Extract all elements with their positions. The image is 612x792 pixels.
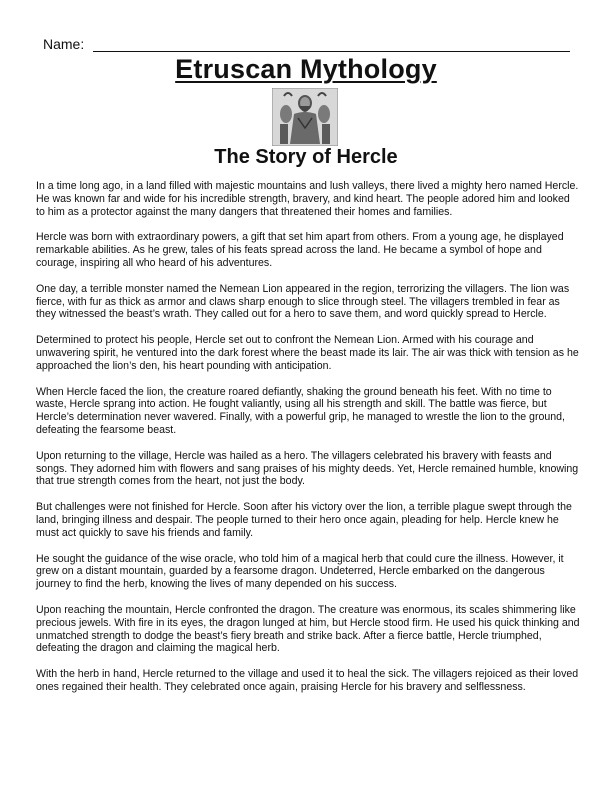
story-paragraph-2: Hercle was born with extraordinary powers, a gift that set him apart from others. From a young age, he displayed remarkable abilities. As he grew, tales of his feats spread across the land. He became a symbol of hope and courage, inspiring all who heard of his adventures.: [36, 231, 564, 269]
story-paragraph-8: He sought the guidance of the wise oracle, who told him of a magical herb that could cure the illness. However, it grew on a distant mountain, guarded by a fearsome dragon. Undeterred, Hercle embarked on the dangerous journey to find the herb, knowing the lives of many depended on his success.: [36, 552, 564, 591]
story-paragraph-10: With the herb in hand, Hercle returned to the village and used it to heal the sick. The villagers rejoiced as their loved ones regained their health. They celebrated once again, praising Hercle for his bravery and selflessness.: [36, 668, 579, 693]
hercle-figure-image: [272, 88, 338, 146]
hercle-illustration: [272, 88, 338, 146]
page-title: Etruscan Mythology: [175, 54, 437, 84]
name-field-row: [43, 36, 570, 54]
story-paragraph-6: Upon returning to the village, Hercle was hailed as a hero. The villagers celebrated his bravery with feasts and songs. They adorned him with flowers and sang praises of his mighty deeds. Yet, Hercle remained humble, knowing that true strength comes from the heart, not just the body.: [36, 449, 579, 488]
story-paragraph-7: But challenges were not finished for Hercle. Soon after his victory over the lion, a terrible plague swept through the land, bringing illness and despair. The people turned to their hero once again, pleading for help. Hercle knew he must act quickly to save his friends and family.: [36, 501, 572, 539]
name-blank-line: [93, 51, 570, 52]
story-paragraph-4: Determined to protect his people, Hercle set out to confront the Nemean Lion. Armed with his courage and unwavering spirit, he ventured into the dark forest where the beast made its lair. The air was thick with tension as he approached the lion’s den, his heart pounding with anticipation.: [36, 334, 579, 372]
story-paragraph-5: When Hercle faced the lion, the creature roared defiantly, shaking the ground beneath his feet. With no time to waste, Hercle sprang into action. He fought valiantly, using all his strength and skill. The battle was fierce, but Hercle’s determination never wavered. Finally, with a powerful grip, he managed to wrestle the lion to the ground, defeating the fearsome beast.: [36, 385, 565, 436]
story-paragraph-3: One day, a terrible monster named the Nemean Lion appeared in the region, terrorizing the villagers. The lion was fierce, with fur as thick as armor and claws sharp enough to slice through steel. The villagers trembled in fear as they witnessed the beast’s wrath. They called out for a hero to save them, and word quickly spread to Hercle.: [36, 282, 570, 321]
story-paragraph-9: Upon reaching the mountain, Hercle confronted the dragon. The creature was enormous, its scales shimmering like precious jewels. With fire in its eyes, the dragon lunged at him, but Hercle stood firm. He used his quick thinking and unmatched strength to dodge the beast’s fiery breath and strike back. After a fierce battle, Hercle triumphed, defeating the dragon and claiming the magical herb.: [36, 603, 580, 655]
story-body: [36, 180, 581, 707]
story-title: The Story of Hercle: [214, 146, 398, 168]
story-paragraph-1: In a time long ago, in a land filled with majestic mountains and lush valleys, there lived a mighty hero named Hercle. He was known far and wide for his incredible strength, bravery, and kind heart. The people adored him and looked to him as a protector against the many dangers that threatened their homes and families.: [36, 180, 579, 218]
name-label: Name:: [43, 36, 85, 52]
